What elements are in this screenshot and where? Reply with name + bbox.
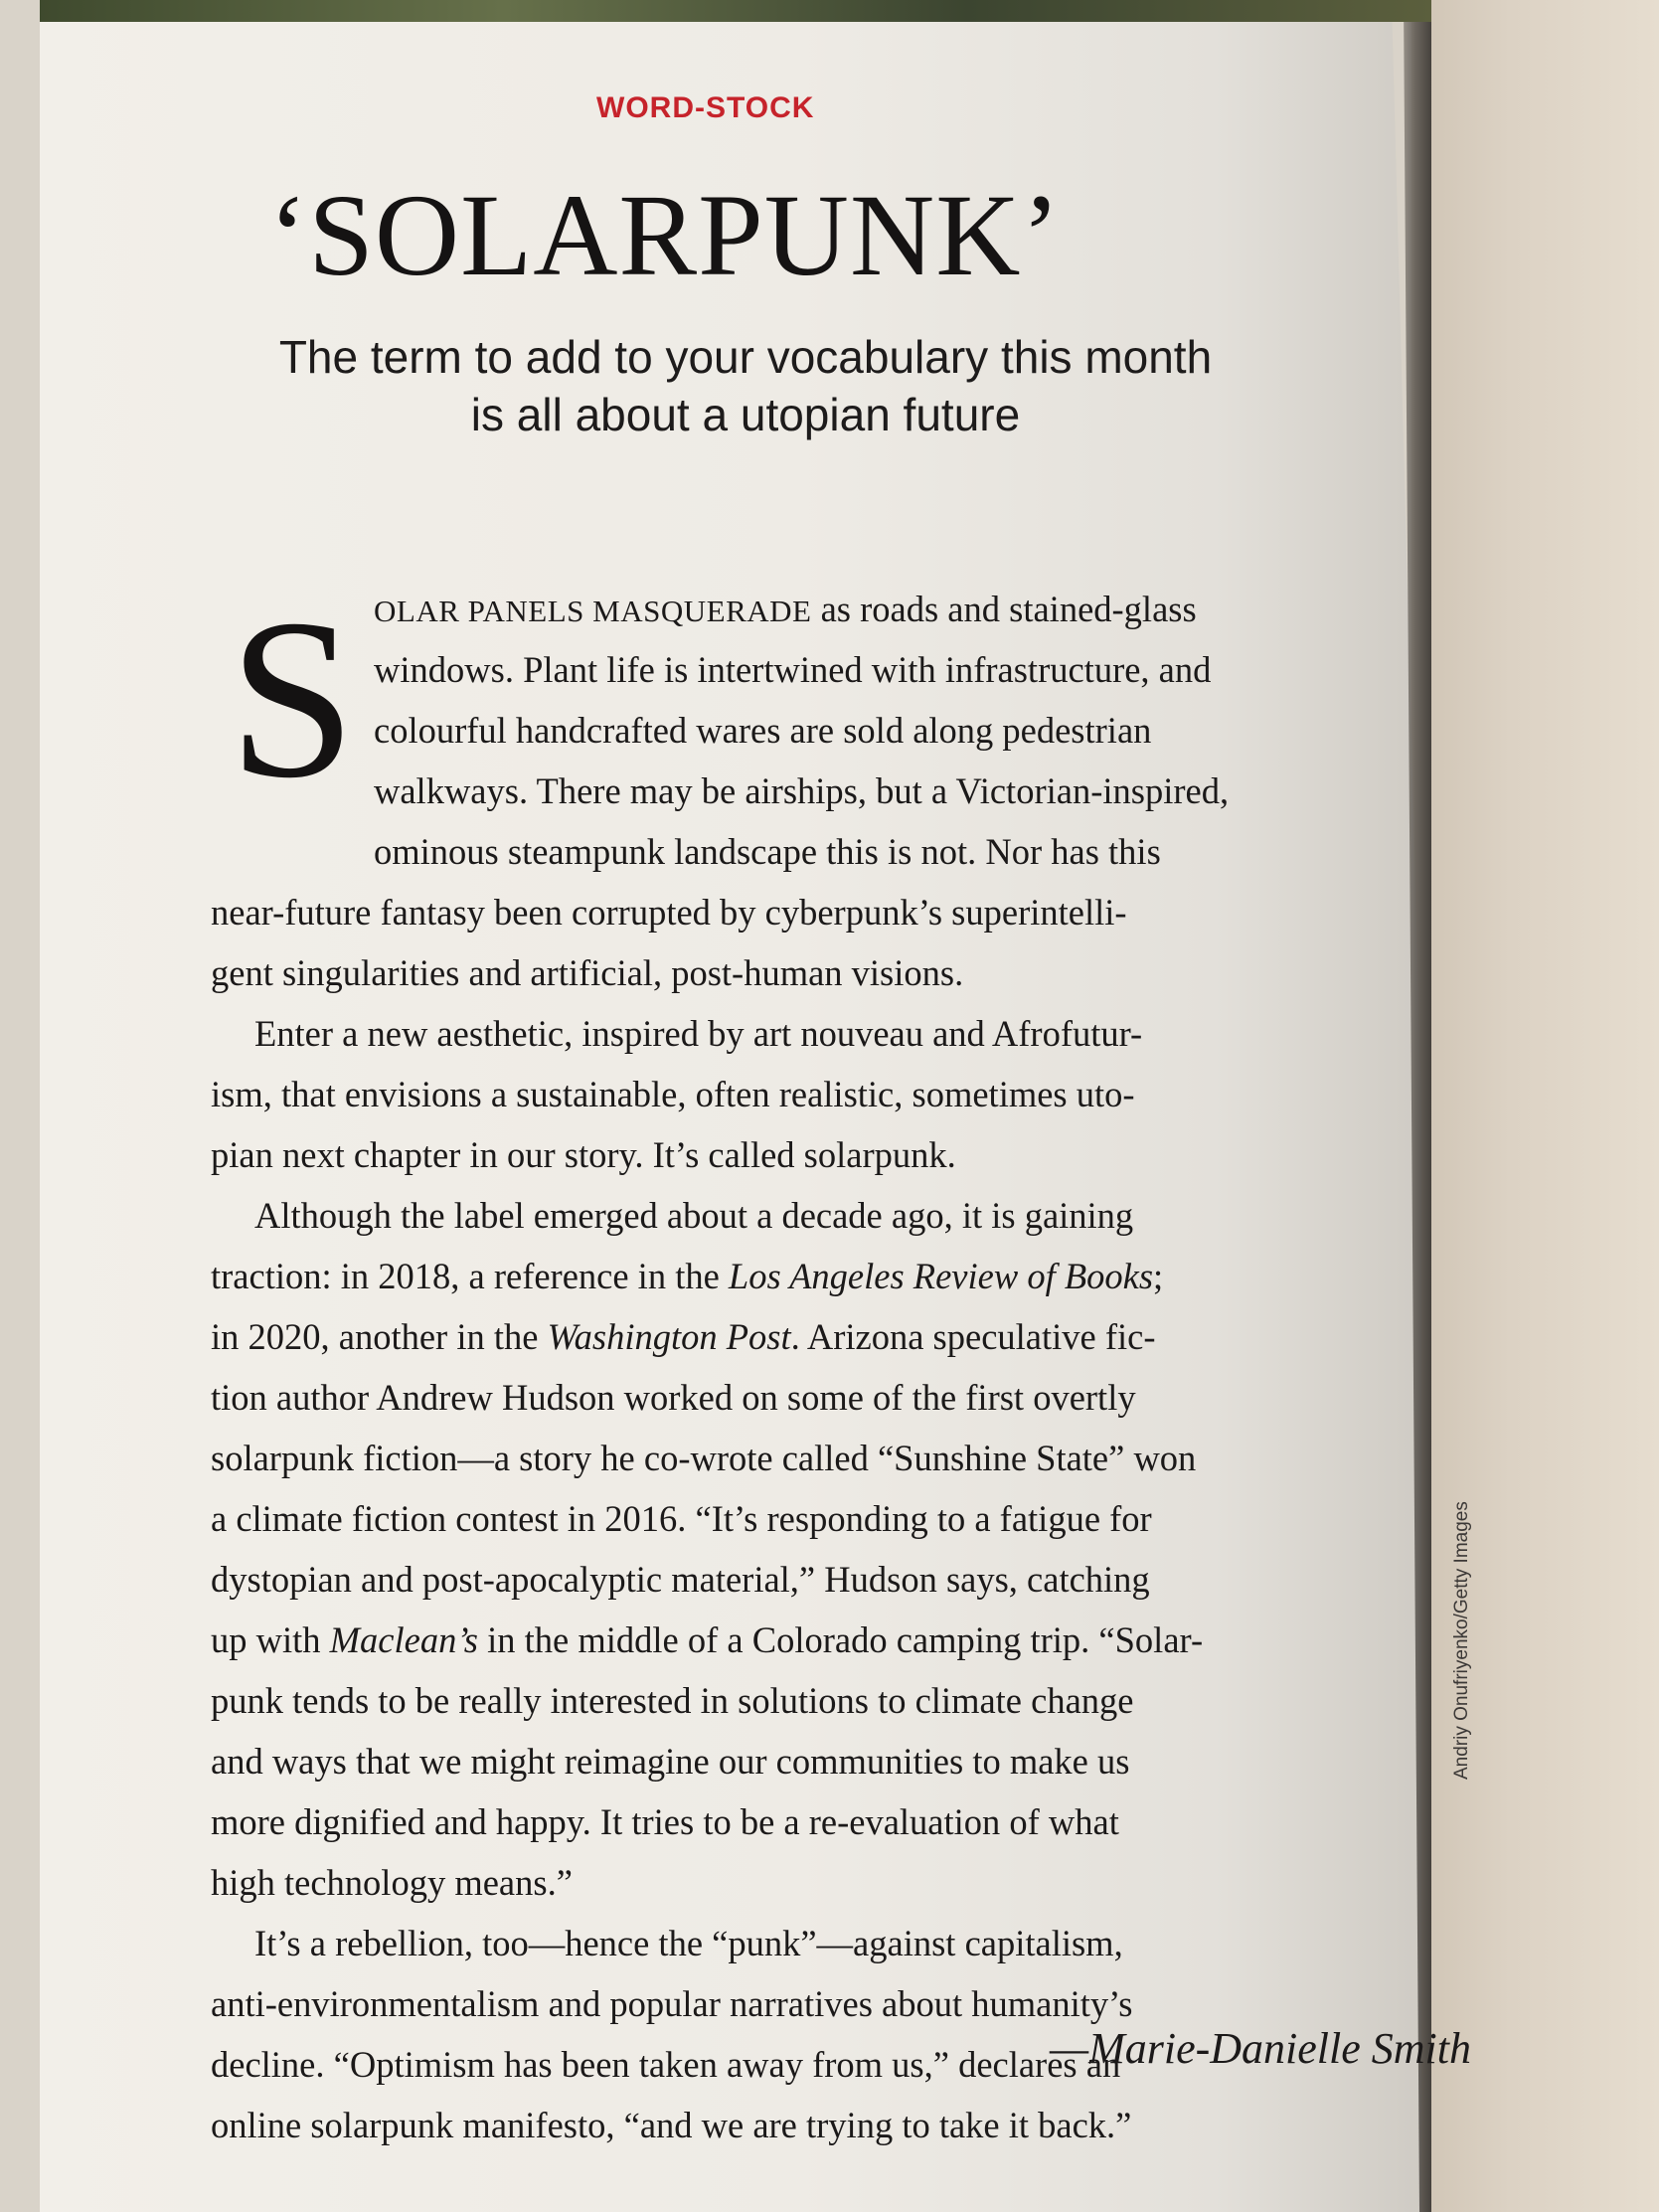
body-text: in 2020, another in the xyxy=(211,1316,548,1357)
body-line: Although the label emerged about a decade ago, it is gaining xyxy=(254,1195,1134,1236)
article-body xyxy=(211,572,1443,2155)
headline: ‘SOLARPUNK’ xyxy=(268,170,1062,300)
publication-title: Maclean’s xyxy=(329,1619,479,1660)
body-line: near-future fantasy been corrupted by cyberpunk’s superintelli- xyxy=(211,892,1127,933)
body-line: pian next chapter in our story. It’s called solarpunk. xyxy=(211,1134,956,1175)
body-line: windows. Plant life is intertwined with infrastructure, and xyxy=(374,649,1212,690)
body-line: gent singularities and artificial, post-human visions. xyxy=(211,952,964,993)
body-text: . Arizona speculative fic- xyxy=(790,1316,1156,1357)
body-line xyxy=(211,579,1443,639)
body-line: walkways. There may be airships, but a Victorian-inspired, xyxy=(374,770,1230,811)
publication-title: Washington Post xyxy=(547,1316,791,1357)
body-line: high technology means.” xyxy=(211,1862,573,1903)
body-line: punk tends to be really interested in solutions to climate change xyxy=(211,1680,1134,1721)
photo-credit: Andriy Onufriyenko/Getty Images xyxy=(1451,1501,1472,1780)
body-line: decline. “Optimism has been taken away from us,” declares an xyxy=(211,2044,1121,2085)
body-line: dystopian and post-apocalyptic material,” Hudson says, catching xyxy=(211,1559,1150,1600)
body-text: ; xyxy=(1153,1256,1164,1296)
body-line: ism, that envisions a sustainable, often realistic, sometimes uto- xyxy=(211,1074,1135,1114)
author-byline: —Marie-Danielle Smith xyxy=(1049,2024,1471,2073)
body-text: as roads and stained-glass xyxy=(811,589,1197,629)
subheadline: The term to add to your vocabulary this month is all about a utopian future xyxy=(278,331,1213,440)
lead-in-smallcaps: OLAR PANELS MASQUERADE xyxy=(374,594,812,628)
section-kicker: WORD-STOCK xyxy=(596,91,815,124)
publication-title: Los Angeles Review of Books xyxy=(728,1256,1154,1296)
photo-strip xyxy=(40,0,1431,22)
body-text: up with xyxy=(211,1619,330,1660)
body-line: a climate fiction contest in 2016. “It’s responding to a fatigue for xyxy=(211,1498,1152,1539)
body-line: and ways that we might reimagine our communities to make us xyxy=(211,1741,1130,1782)
body-line: colourful handcrafted wares are sold along pedestrian xyxy=(374,710,1152,751)
table-surface xyxy=(1411,0,1659,2212)
body-line: online solarpunk manifesto, “and we are trying to take it back.” xyxy=(211,2105,1132,2145)
body-line: solarpunk fiction—a story he co-wrote called “Sunshine State” won xyxy=(211,1438,1197,1478)
body-line: Enter a new aesthetic, inspired by art nouveau and Afrofutur- xyxy=(254,1013,1143,1054)
body-text: in the middle of a Colorado camping trip. “Solar- xyxy=(478,1619,1204,1660)
body-line: anti-environmentalism and popular narratives about humanity’s xyxy=(211,1983,1133,2024)
body-line xyxy=(211,1610,1443,1670)
body-line xyxy=(211,1246,1443,1306)
body-line xyxy=(211,1306,1443,1367)
body-line: tion author Andrew Hudson worked on some of the first overtly xyxy=(211,1377,1136,1418)
body-line: It’s a rebellion, too—hence the “punk”—against capitalism, xyxy=(254,1923,1123,1963)
body-text: traction: in 2018, a reference in the xyxy=(211,1256,729,1296)
body-line: more dignified and happy. It tries to be a re-evaluation of what xyxy=(211,1801,1119,1842)
drop-cap: S xyxy=(229,572,356,825)
body-line: ominous steampunk landscape this is not. Nor has this xyxy=(374,831,1161,872)
